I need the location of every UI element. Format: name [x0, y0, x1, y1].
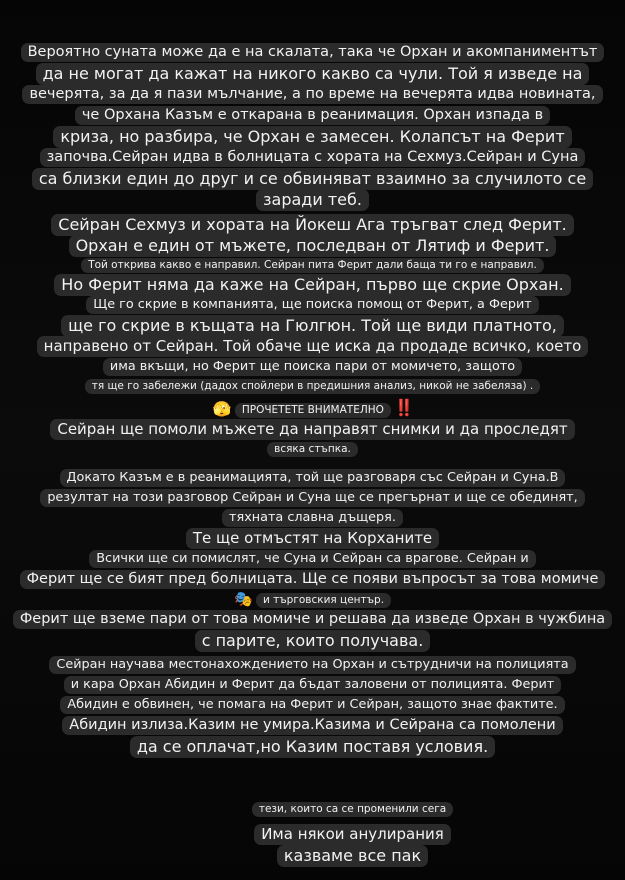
text-line: ще го скрие в къщата на Гюлгюн. Той ще види платното,	[61, 315, 564, 337]
text-line: започва.Сейран идва в болницата с хората на Сехмуз.Сейран и Суна	[40, 148, 586, 167]
text-line: заради теб.	[256, 189, 369, 211]
paragraph-9	[0, 549, 625, 609]
text-line: вечерята, за да я пази мълчание, а по време на вечерята идва новината,	[22, 85, 602, 104]
text-line: и кара Орхан Абидин и Ферит да бъдат заловени от полицията. Ферит	[64, 676, 562, 694]
text-line: тя ще го забележи (дадох спойлери в предишния анализ, никой не забеляза) .	[85, 379, 541, 394]
text-line: да се оплачат,но Казим поставя условия.	[130, 736, 495, 758]
text-line: Ферит ще се бият пред болницата. Ще се появи въпросът за това момиче	[20, 570, 606, 589]
text-line: Вероятно суната може да е на скалата, така че Орхан и акомпаниментът	[21, 43, 605, 62]
text-line: резултат на този разговор Сейран и Суна ще се прегърнат и ще се обединят,	[40, 489, 584, 507]
footer-line-2: казваме все пак	[277, 845, 428, 867]
paragraph-10	[0, 609, 625, 651]
double-exclamation-icon: ‼️	[394, 398, 413, 417]
text-line: има вкъщи, но Ферит ще поиска пари от момичето, защото	[103, 358, 522, 376]
text-line: Ферит ще вземе пари от това момиче и решава да изведе Орхан в чужбина	[13, 610, 612, 629]
paragraph-6	[0, 419, 625, 458]
text-line: Сейран ще помоли мъжете да направят снимки и да проследят	[50, 419, 574, 440]
text-line: с парите, които получава.	[195, 630, 431, 652]
text-line: Всички ще си помислят, че Суна и Сейран са врагове. Сейран и	[89, 550, 535, 568]
text-line: Сейран научава местонахождението на Орхан и сътрудничи на полицията	[49, 656, 575, 674]
paragraph-3	[0, 256, 625, 274]
peeking-face-icon: 🫣	[212, 400, 232, 418]
text-line: всяка стъпка.	[267, 442, 358, 457]
warning-label: ПРОЧЕТЕТЕ ВНИМАТЕЛНО	[235, 403, 391, 418]
footer-line-1: Има някои анулирания	[254, 824, 451, 845]
paragraph-4	[0, 274, 625, 295]
text-line: Орхан е един от мъжете, последван от Лятиф и Ферит.	[69, 235, 557, 257]
text-line: Той открива какво е направил. Сейран пита Ферит дали баща ти го е направил.	[81, 258, 544, 273]
text-line: криза, но разбира, че Орхан е замесен. Колапсът на Ферит	[53, 126, 571, 148]
text-line: Докато Казъм е в реанимацията, той ще разговаря със Сейран и Суна.В	[60, 469, 566, 487]
paragraph-1	[0, 42, 625, 210]
text-line: са близки един до друг и се обвиняват взаимно за случилото се	[32, 168, 593, 190]
text-line: че Орхана Казъм е откарана в реанимация. Орхан изпада в	[75, 106, 550, 125]
performing-arts-icon: 🎭	[233, 590, 253, 608]
text-line: направено от Сейран. Той обаче ще иска да продаде всичко, което	[37, 336, 589, 357]
paragraph-2	[0, 214, 625, 256]
text-line: Абидин е обвинен, че помага на Ферит и Сейран, защото знае фактите.	[60, 696, 564, 714]
footer-note	[0, 800, 625, 866]
text-line: Ще го скрие в компанията, ще поиска помощ от Ферит, а Ферит	[86, 296, 539, 314]
text-line: да не могат да кажат на никого какво са чули. Той я изведе на	[36, 63, 590, 85]
paragraph-5	[0, 295, 625, 395]
text-line: тяхната славна дъщеря.	[222, 509, 403, 527]
paragraph-12	[0, 715, 625, 757]
text-line: Сейран Сехмуз и хората на Йокеш Ага тръгват след Ферит.	[51, 214, 573, 236]
paragraph-8	[0, 528, 625, 549]
text-line: и търговския център.	[256, 593, 391, 608]
text-line: Абидин излиза.Казим не умира.Казима и Сейрана са помолени	[62, 716, 562, 735]
footer-small-note: тези, които са се променили сега	[252, 802, 453, 817]
paragraph-7	[0, 468, 625, 528]
paragraph-11	[0, 655, 625, 715]
text-line: Те ще отмъстят на Корханите	[186, 528, 439, 549]
warning-row	[0, 399, 625, 419]
text-line: Но Ферит няма да каже на Сейран, първо ще скрие Орхан.	[54, 274, 570, 296]
